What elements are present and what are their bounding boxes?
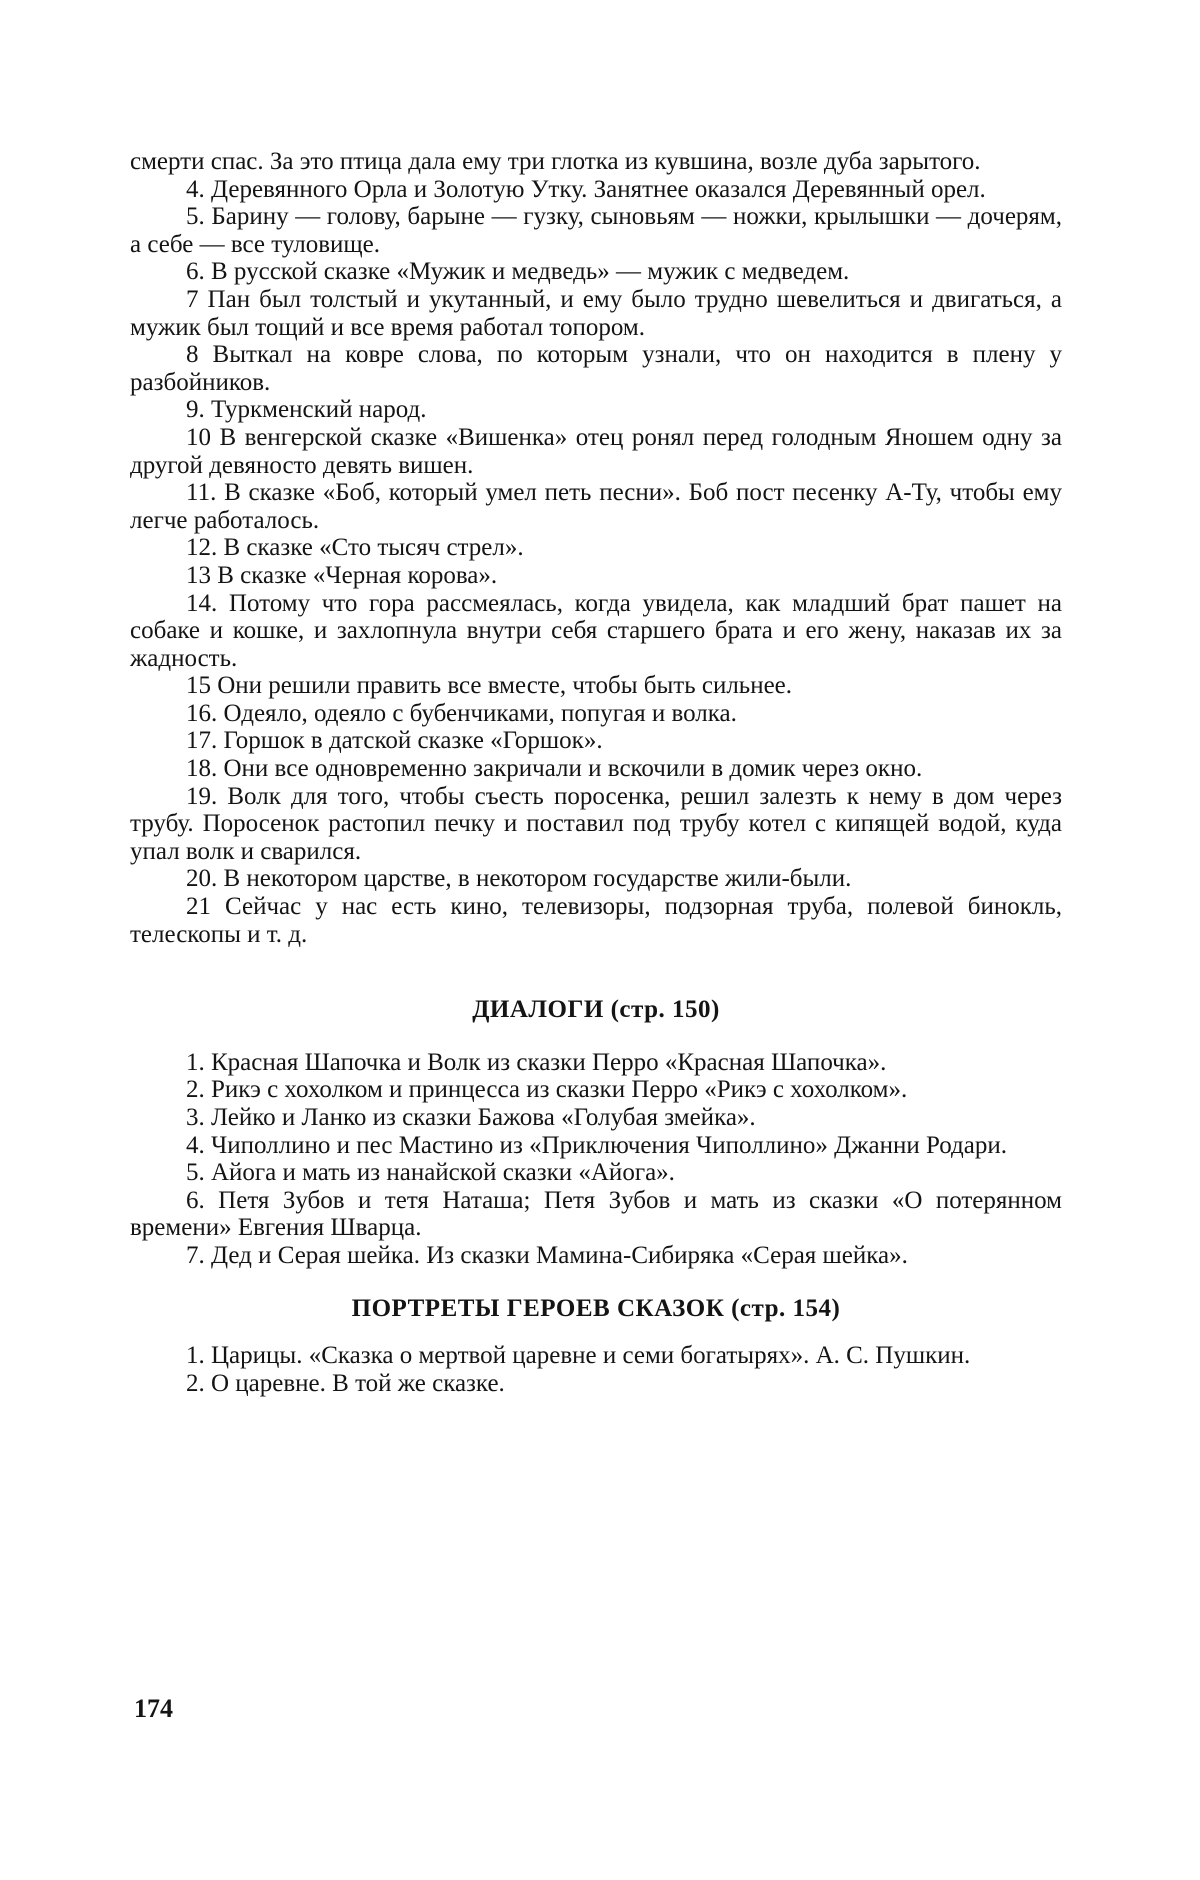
answer-paragraph: 13 В сказке «Черная корова».	[130, 562, 1062, 590]
portrait-item: 2. О царевне. В той же сказке.	[130, 1370, 1062, 1398]
answer-paragraph: смерти спас. За это птица дала ему три глотка из кувшина, возле дуба зарытого.	[130, 148, 1062, 176]
answer-paragraph: 20. В некотором царстве, в некотором государстве жили-были.	[130, 865, 1062, 893]
answer-paragraph: 15 Они решили править все вместе, чтобы быть сильнее.	[130, 672, 1062, 700]
dialogues-section	[130, 996, 1062, 1269]
dialogue-item: 6. Петя Зубов и тетя Наташа; Петя Зубов и мать из сказки «О потерянном времени» Евгения Шварца.	[130, 1187, 1062, 1242]
section-heading-dialogues: ДИАЛОГИ (стр. 150)	[130, 996, 1062, 1024]
dialogue-item: 1. Красная Шапочка и Волк из сказки Перро «Красная Шапочка».	[130, 1049, 1062, 1077]
book-page	[130, 148, 1062, 1397]
dialogue-item: 3. Лейко и Ланко из сказки Бажова «Голубая змейка».	[130, 1104, 1062, 1132]
answer-paragraph: 4. Деревянного Орла и Золотую Утку. Занятнее оказался Деревянный орел.	[130, 176, 1062, 204]
portrait-item: 1. Царицы. «Сказка о мертвой царевне и семи богатырях». А. С. Пушкин.	[130, 1342, 1062, 1370]
answer-paragraph: 7 Пан был толстый и укутанный, и ему было трудно шевелиться и двигаться, а мужик был тощий и все время работал топором.	[130, 286, 1062, 341]
answer-paragraph: 6. В русской сказке «Мужик и медведь» — мужик с медведем.	[130, 258, 1062, 286]
answers-section	[130, 148, 1062, 948]
dialogue-item: 4. Чиполлино и пес Мастино из «Приключения Чиполлино» Джанни Родари.	[130, 1132, 1062, 1160]
page-number: 174	[134, 1694, 173, 1724]
dialogue-item: 7. Дед и Серая шейка. Из сказки Мамина-Сибиряка «Серая шейка».	[130, 1242, 1062, 1270]
answer-paragraph: 12. В сказке «Сто тысяч стрел».	[130, 534, 1062, 562]
answer-paragraph: 19. Волк для того, чтобы съесть поросенка, решил залезть к нему в дом через трубу. Поросенок растопил печку и поставил под трубу котел с кипящей водой, куда упал волк и сварился.	[130, 783, 1062, 866]
dialogue-item: 5. Айога и мать из нанайской сказки «Айога».	[130, 1159, 1062, 1187]
answer-paragraph: 9. Туркменский народ.	[130, 396, 1062, 424]
answer-paragraph: 8 Выткал на ковре слова, по которым узнали, что он находится в плену у разбойников.	[130, 341, 1062, 396]
answer-paragraph: 17. Горшок в датской сказке «Горшок».	[130, 727, 1062, 755]
answer-paragraph: 14. Потому что гора рассмеялась, когда увидела, как младший брат пашет на собаке и кошке, и захлопнула внутри себя старшего брата и его жену, наказав их за жадность.	[130, 590, 1062, 673]
answer-paragraph: 21 Сейчас у нас есть кино, телевизоры, подзорная труба, полевой бинокль, телескопы и т. д.	[130, 893, 1062, 948]
dialogue-item: 2. Рикэ с хохолком и принцесса из сказки Перро «Рикэ с хохолком».	[130, 1076, 1062, 1104]
answer-paragraph: 11. В сказке «Боб, который умел петь песни». Боб пост песенку А-Ту, чтобы ему легче работалось.	[130, 479, 1062, 534]
section-heading-portraits: ПОРТРЕТЫ ГЕРОЕВ СКАЗОК (стр. 154)	[130, 1295, 1062, 1323]
portraits-section	[130, 1295, 1062, 1398]
answer-paragraph: 18. Они все одновременно закричали и вскочили в домик через окно.	[130, 755, 1062, 783]
answer-paragraph: 10 В венгерской сказке «Вишенка» отец ронял перед голодным Яношем одну за другой девяносто девять вишен.	[130, 424, 1062, 479]
answer-paragraph: 5. Барину — голову, барыне — гузку, сыновьям — ножки, крылышки — дочерям, а себе — все туловище.	[130, 203, 1062, 258]
answer-paragraph: 16. Одеяло, одеяло с бубенчиками, попугая и волка.	[130, 700, 1062, 728]
